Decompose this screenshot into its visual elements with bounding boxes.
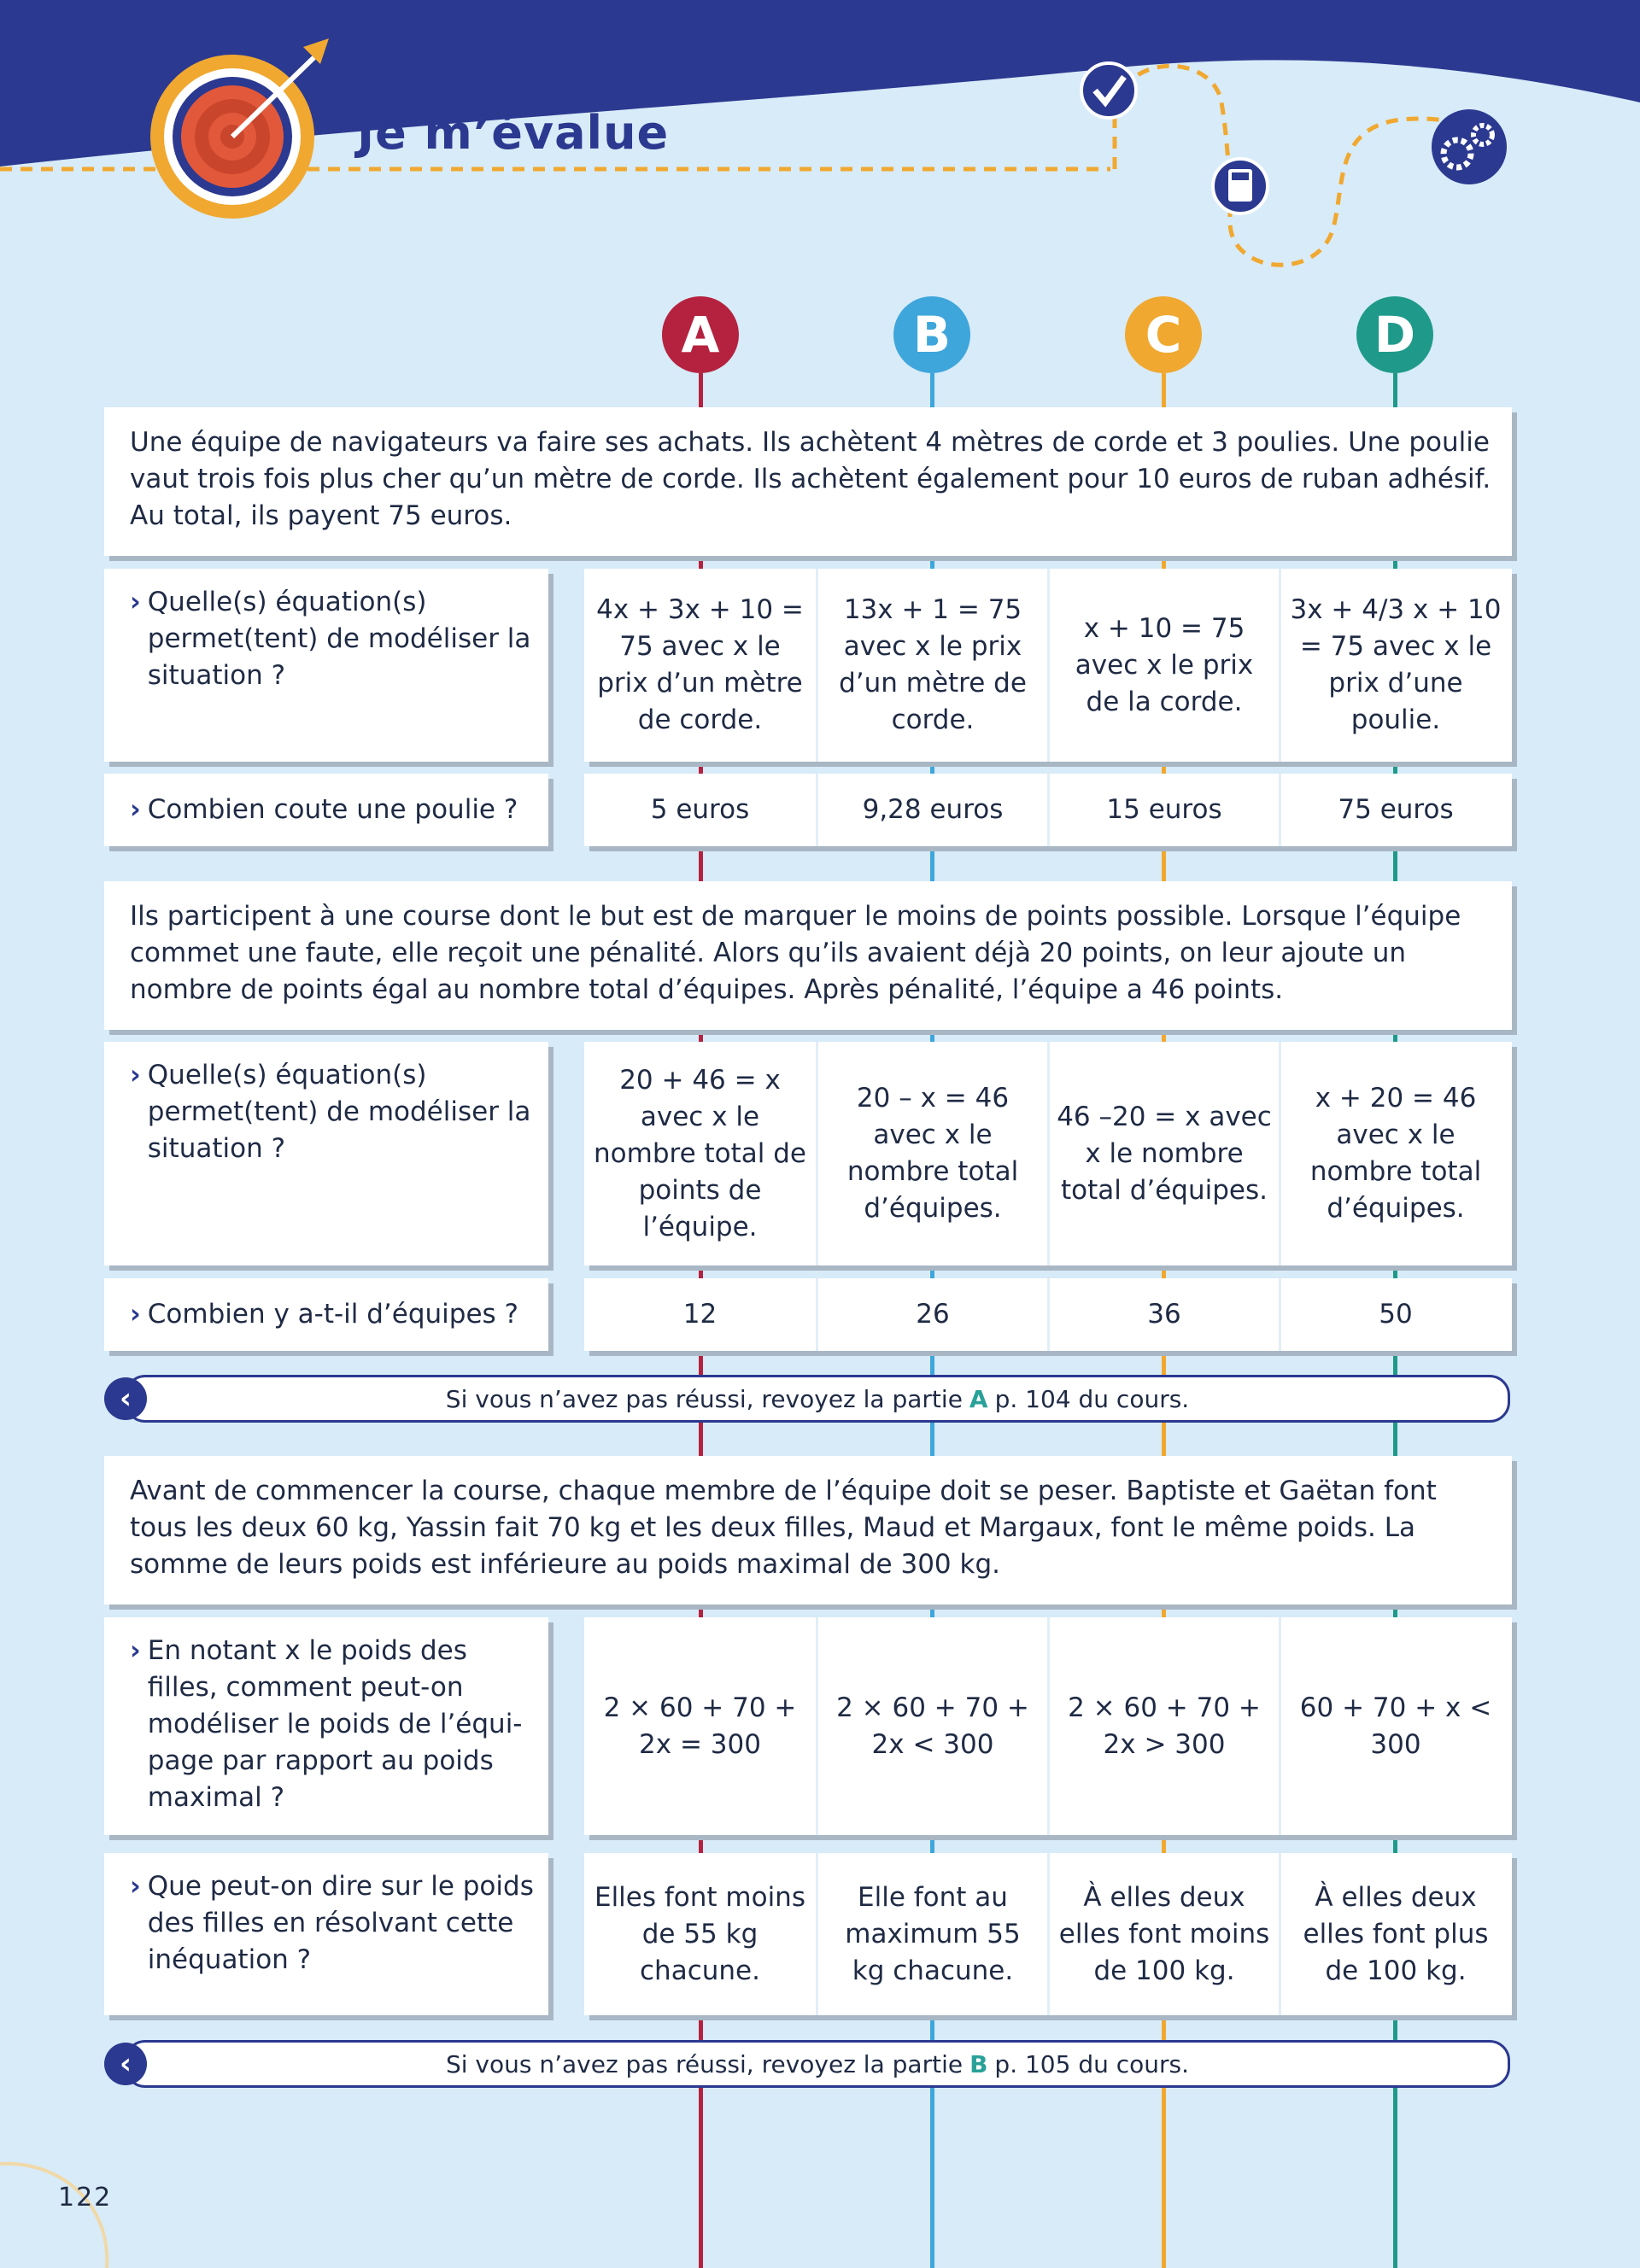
answer-d[interactable]: À elles deux elles font plus de 100 kg. <box>1279 1853 1510 2015</box>
column-badge-c: C <box>1125 296 1202 373</box>
question-3-2 <box>104 1853 548 2015</box>
answer-c[interactable]: 46 –20 = x avec x le nombre total d’équipes. <box>1047 1042 1279 1266</box>
answer-b[interactable]: 13x + 1 = 75 avec x le prix d’un mètre de corde. <box>816 569 1047 762</box>
answers-2-2 <box>584 1278 1512 1351</box>
answer-b[interactable]: 20 – x = 46 avec x le nombre total d’équipes. <box>816 1042 1047 1266</box>
answers-3-2 <box>584 1853 1512 2015</box>
answer-c[interactable]: 2 × 60 + 70 + 2x > 300 <box>1047 1617 1279 1835</box>
answer-b[interactable]: 26 <box>816 1278 1047 1351</box>
question-text: Combien coute une poulie ? <box>147 794 518 825</box>
answer-c[interactable]: 15 euros <box>1047 774 1279 846</box>
answer-b[interactable]: Elle font au maximum 55 kg chacune. <box>816 1853 1047 2015</box>
answer-a[interactable]: 12 <box>682 1299 718 1330</box>
answer-a[interactable]: 5 euros <box>650 794 750 825</box>
answer-a[interactable]: 4x + 3x + 10 = 75 avec x le prix d’un mètre de corde. <box>596 594 804 735</box>
question-text: Quelle(s) équation(s) permet(tent) de modéliser la situation ? <box>147 587 531 691</box>
answer-d[interactable]: 3x + 4/3 x + 10 = 75 avec x le prix d’une poulie. <box>1279 569 1510 762</box>
part-letter: A <box>969 1384 988 1413</box>
answer-c[interactable]: À elles deux elles font moins de 100 kg. <box>1047 1853 1279 2015</box>
answer-d[interactable]: 60 + 70 + x < 300 <box>1279 1617 1510 1835</box>
story-2: Ils participent à une course dont le but est de marquer le moins de points possible. Lorsque l’équipe commet une faute, elle reçoit une pénalité. Alors qu’ils avaient déjà 20 points, on leur ajoute un nombre de points égal au nombre total d’équipes. Après pénalité, l’équipe a 46 points. <box>104 881 1512 1030</box>
page-title: Je m’évalue <box>357 106 670 160</box>
chevron-right-icon: › <box>130 1871 141 1902</box>
question-text: Combien y a-t-il d’équipes ? <box>147 1299 519 1330</box>
answer-b[interactable]: 9,28 euros <box>816 774 1047 846</box>
answer-d[interactable]: 50 <box>1279 1278 1510 1351</box>
story-3: Avant de commencer la course, chaque membre de l’équipe doit se peser. Baptiste et Gaëtan font tous les deux 60 kg, Yassin fait 70 kg et les deux filles, Maud et Margaux, font le même poids. La somme de leurs poids est inférieure au poids maximal de 300 kg. <box>104 1456 1512 1605</box>
answer-b[interactable]: 2 × 60 + 70 + 2x < 300 <box>816 1617 1047 1835</box>
answer-c[interactable]: 36 <box>1047 1278 1279 1351</box>
chevron-left-icon[interactable]: ‹ <box>104 2043 147 2085</box>
answers-3-1 <box>584 1617 1512 1835</box>
column-badge-b: B <box>893 296 970 373</box>
question-3-1 <box>104 1617 548 1835</box>
answers-1-2 <box>584 774 1512 846</box>
chevron-right-icon: › <box>130 1060 141 1090</box>
chevron-right-icon: › <box>130 794 141 825</box>
question-2-2 <box>104 1278 548 1351</box>
header-decoration <box>0 0 1640 290</box>
answers-2-1 <box>584 1042 1512 1266</box>
answer-c[interactable]: x + 10 = 75 avec x le prix de la corde. <box>1047 569 1279 762</box>
story-1: Une équipe de navigateurs va faire ses achats. Ils achètent 4 mètres de corde et 3 poulies. Une poulie vaut trois fois plus cher qu’un mètre de corde. Ils achètent également pour 10 euros de ruban adhésif. Au total, ils payent 75 euros. <box>104 407 1512 556</box>
question-text: Que peut-on dire sur le poids des filles en résolvant cette inéquation ? <box>147 1871 534 1975</box>
question-1-2 <box>104 774 548 846</box>
check-icon <box>1081 63 1136 118</box>
answer-a[interactable]: 20 + 46 = x avec x le nombre total de points de l’équipe. <box>594 1064 806 1242</box>
question-1-1 <box>104 569 548 762</box>
page-number: 122 <box>58 2183 113 2212</box>
column-badge-d: D <box>1356 296 1433 373</box>
answer-d[interactable]: 75 euros <box>1279 774 1510 846</box>
answer-a[interactable]: Elles font moins de 55 kg chacune. <box>594 1881 805 1986</box>
chevron-right-icon: › <box>130 1635 141 1666</box>
question-text: Quelle(s) équation(s) permet(tent) de modéliser la situation ? <box>147 1060 531 1164</box>
column-badge-a: A <box>662 296 739 373</box>
calculator-icon <box>1213 159 1268 213</box>
chevron-right-icon: › <box>130 587 141 617</box>
answer-a[interactable]: 2 × 60 + 70 + 2x = 300 <box>603 1692 797 1760</box>
answer-d[interactable]: x + 20 = 46 avec x le nombre total d’équipes. <box>1279 1042 1510 1266</box>
chevron-left-icon[interactable]: ‹ <box>104 1377 147 1420</box>
question-text: En notant x le poids des filles, comment peut-on modéliser le poids de l’équi- page par rapport au poids maximal ? <box>147 1635 523 1813</box>
review-link-a[interactable]: Si vous n’avez pas réussi, revoyez la partie A p. 104 du cours. <box>125 1375 1510 1423</box>
chevron-right-icon: › <box>130 1299 141 1330</box>
answers-1-1 <box>584 569 1512 762</box>
question-2-1 <box>104 1042 548 1266</box>
gears-icon <box>1432 109 1507 184</box>
part-letter: B <box>969 2049 988 2078</box>
review-link-b[interactable]: Si vous n’avez pas réussi, revoyez la partie B p. 105 du cours. <box>125 2040 1510 2088</box>
